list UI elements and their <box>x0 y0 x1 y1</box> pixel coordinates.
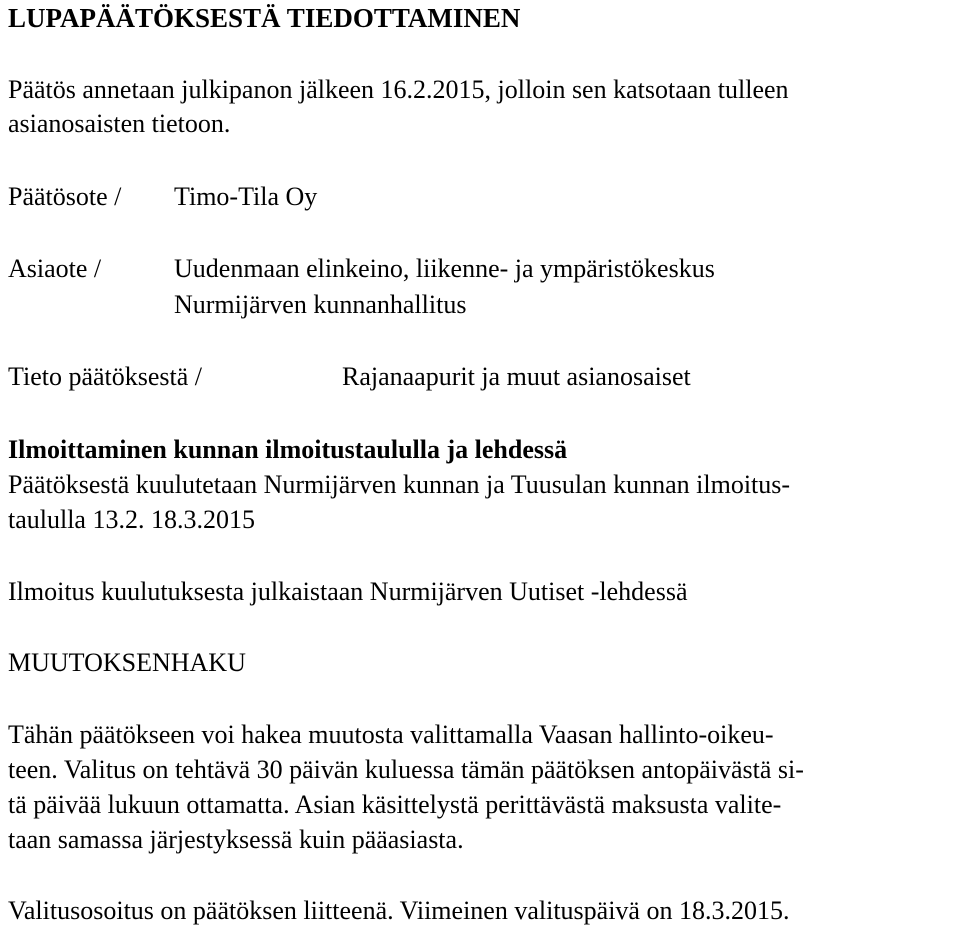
tieto-value: Rajanaapurit ja muut asianosaiset <box>342 362 691 391</box>
asiaote-value-2: Nurmijärven kunnanhallitus <box>174 290 467 319</box>
appeal-line-4: taan samassa järjestyksessä kuin pääasiasta. <box>8 825 464 854</box>
page-title: LUPAPÄÄTÖKSESTÄ TIEDOTTAMINEN <box>8 3 521 33</box>
intro-line-2: asianosaisten tietoon. <box>8 109 231 138</box>
notice-heading: Ilmoittaminen kunnan ilmoitustaululla ja lehdessä <box>8 435 568 464</box>
notice-line-2: taululla 13.2. 18.3.2015 <box>8 505 255 534</box>
asiaote-value-1: Uudenmaan elinkeino, liikenne- ja ympäristökeskus <box>174 254 715 283</box>
newspaper-notice: Ilmoitus kuulutuksesta julkaistaan Nurmijärven Uutiset -lehdessä <box>8 577 688 606</box>
appeal-line-1: Tähän päätökseen voi hakea muutosta valittamalla Vaasan hallinto-oikeu- <box>8 720 774 749</box>
appeal-line-3: tä päivää lukuun ottamatta. Asian käsittelystä perittävästä maksusta valite- <box>8 790 782 819</box>
appeal-heading: MUUTOKSENHAKU <box>8 648 246 677</box>
appeal-final: Valitusosoitus on päätöksen liitteenä. Viimeinen valituspäivä on 18.3.2015. <box>8 896 790 925</box>
asiaote-label: Asiaote / <box>8 254 102 283</box>
appeal-line-2: teen. Valitus on tehtävä 30 päivän kuluessa tämän päätöksen antopäivästä si- <box>8 755 804 784</box>
paatosote-value: Timo-Tila Oy <box>174 182 318 211</box>
notice-line-1: Päätöksestä kuulutetaan Nurmijärven kunnan ja Tuusulan kunnan ilmoitus- <box>8 470 791 499</box>
intro-line-1: Päätös annetaan julkipanon jälkeen 16.2.2015, jolloin sen katsotaan tulleen <box>8 75 789 104</box>
tieto-label: Tieto päätöksestä / <box>8 362 203 391</box>
paatosote-label: Päätösote / <box>8 182 122 211</box>
